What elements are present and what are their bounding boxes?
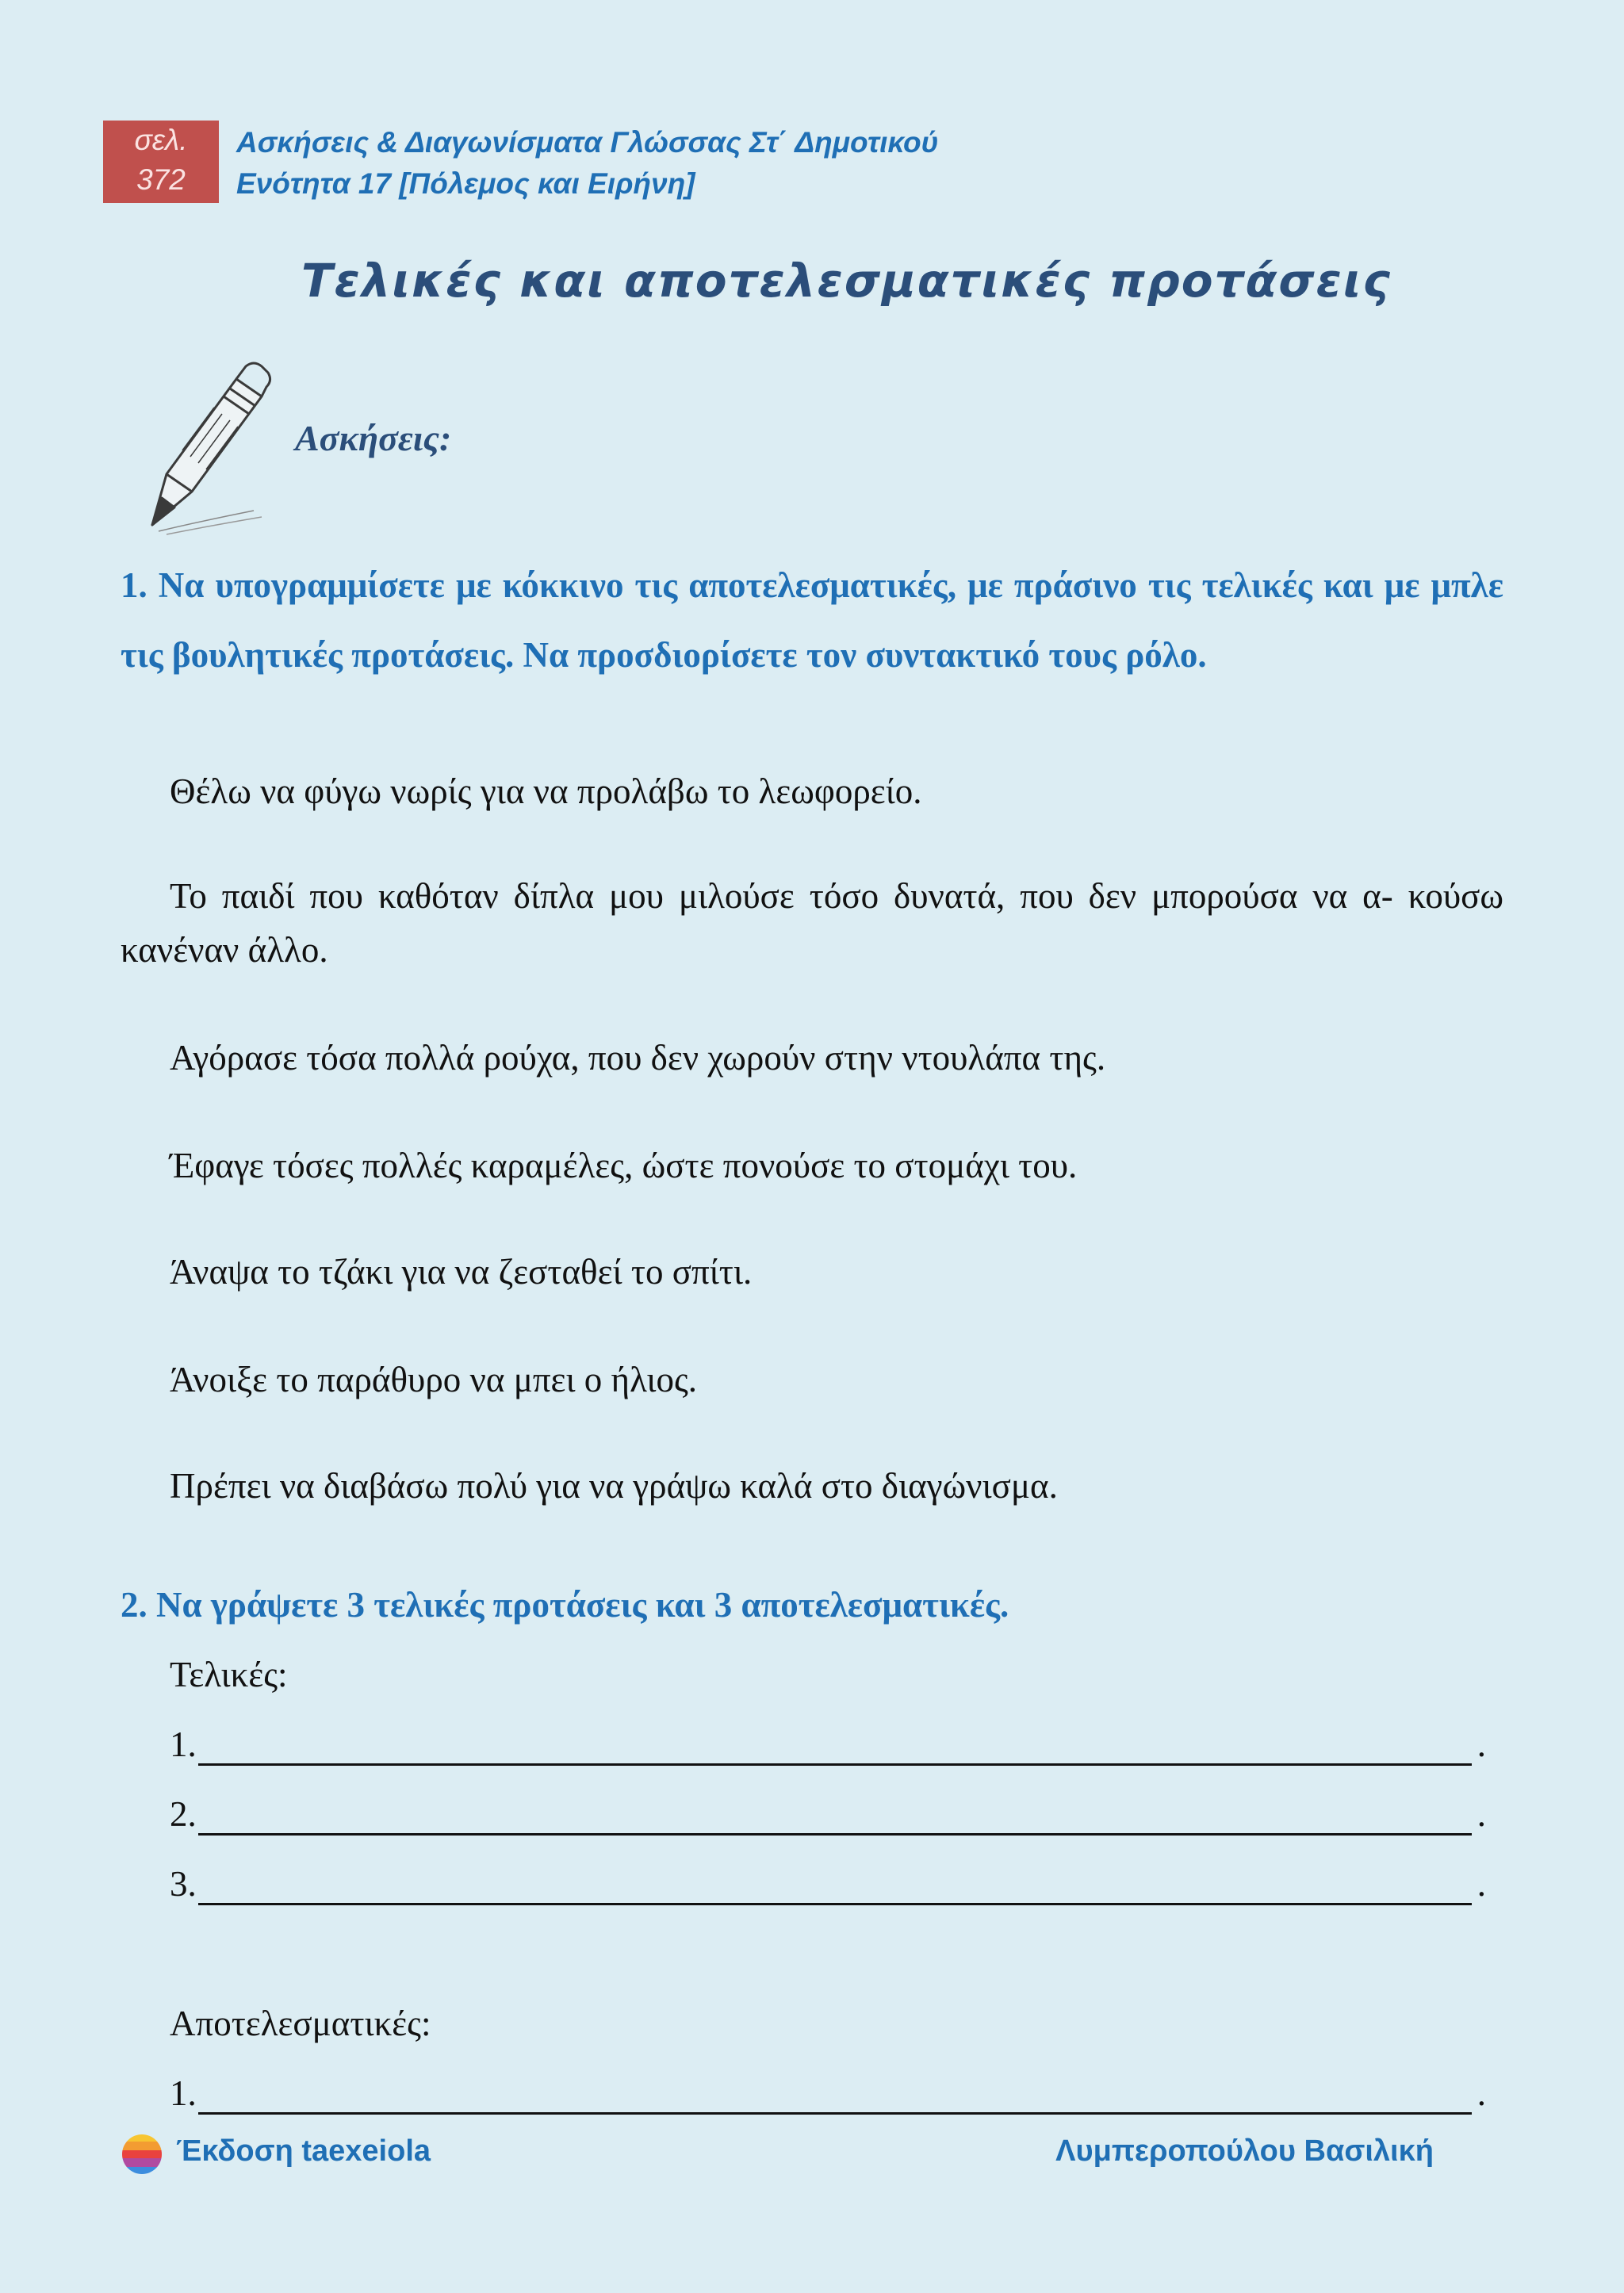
answer-rule [198, 1833, 1472, 1836]
answer-rule [198, 1763, 1472, 1766]
publisher-name: Έκδοση taexeiola [176, 2134, 431, 2168]
sentence-2: Το παιδί που καθόταν δίπλα μου μιλούσε τόσο δυνατά, που δεν μπορούσα να α- κούσω κανέναν άλλο. [121, 876, 1503, 970]
book-title: Ασκήσεις & Διαγωνίσματα Γλώσσας Στ΄ Δημοτικού [236, 126, 939, 159]
line-end-dot: . [1477, 2073, 1486, 2113]
result-answer-line-1[interactable] [170, 2073, 1486, 2120]
line-number: 3. [170, 1864, 197, 1904]
exercises-heading: Ασκήσεις: [295, 418, 452, 458]
line-number: 1. [170, 1725, 197, 1764]
final-answer-line-2[interactable] [170, 1793, 1486, 1841]
line-end-dot: . [1477, 1725, 1486, 1764]
line-end-dot: . [1477, 1864, 1486, 1904]
sentence-6: Άνοιξε το παράθυρο να μπει ο ήλιος. [170, 1360, 698, 1399]
footer-author: Λυμπεροπούλου Βασιλική [1055, 2134, 1434, 2168]
line-number: 1. [170, 2073, 197, 2113]
unit-title: Ενότητα 17 [Πόλεμος και Ειρήνη] [236, 167, 695, 200]
sentence-4: Έφαγε τόσες πολλές καραμέλες, ώστε πονούσε το στομάχι του. [170, 1146, 1078, 1185]
final-answer-line-3[interactable] [170, 1863, 1486, 1911]
pencil-icon [135, 355, 274, 539]
exercise-1-prompt: 1. Να υπογραμμίσετε με κόκκινο τις αποτελεσματικές, με πράσινο τις τελικές και με μπλε τις βουλητικές προτάσεις. Να προσδιορίσετε τον συντακτικό τους ρόλο. [121, 565, 1503, 675]
publisher-logo-icon [121, 2133, 163, 2176]
final-answer-line-1[interactable] [170, 1724, 1486, 1771]
line-number: 2. [170, 1794, 197, 1834]
sentence-7: Πρέπει να διαβάσω πολύ για να γράψω καλά στο διαγώνισμα. [170, 1466, 1058, 1506]
page-number: 372 [136, 163, 186, 196]
sentence-5: Άναψα το τζάκι για να ζεσταθεί το σπίτι. [170, 1252, 753, 1292]
page-title: Τελικές και αποτελεσματικές προτάσεις [301, 254, 1392, 308]
result-clauses-label: Αποτελεσματικές: [170, 2004, 431, 2043]
final-clauses-label: Τελικές: [170, 1655, 288, 1694]
sentence-3: Αγόρασε τόσα πολλά ρούχα, που δεν χωρούν στην ντουλάπα της. [170, 1038, 1106, 1078]
page-number-badge [103, 121, 219, 203]
answer-rule [198, 2112, 1472, 2115]
line-end-dot: . [1477, 1794, 1486, 1834]
page-label: σελ. [134, 124, 188, 156]
answer-rule [198, 1903, 1472, 1905]
sentence-1: Θέλω να φύγω νωρίς για να προλάβω το λεωφορείο. [170, 771, 922, 811]
exercise-2-prompt: 2. Να γράψετε 3 τελικές προτάσεις και 3 αποτελεσματικές. [121, 1585, 1009, 1625]
running-header [236, 122, 938, 205]
